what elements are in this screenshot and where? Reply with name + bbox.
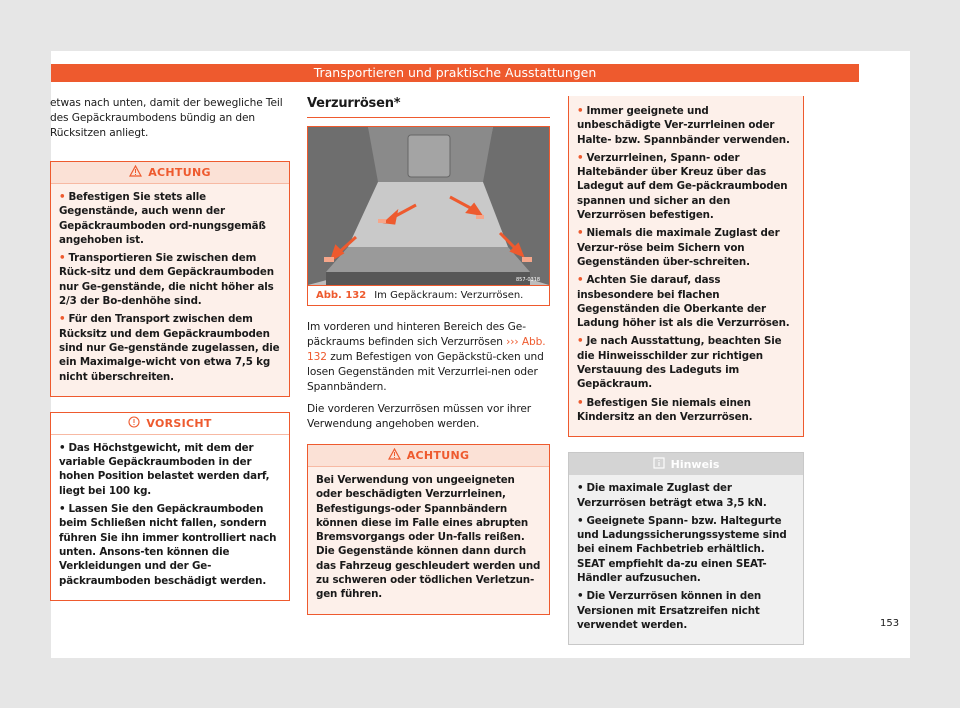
figure-number: Abb. 132 [316,290,367,301]
warning-triangle-icon [388,448,401,463]
warning-box [50,161,290,397]
trunk-image [308,127,549,285]
list-item: • Das Höchstgewicht, mit dem der variable Gepäckraumboden in der hohen Position belastet werden darf, liegt bei 100 kg. [59,441,270,497]
note-box [568,452,804,645]
caution-box [50,412,290,601]
section-title: Verzurrösen* [307,96,550,118]
figure-code: 857-0318 [516,277,541,283]
page-number: 153 [880,618,900,629]
list-item: • Befestigen Sie niemals einen Kindersitz an den Verzurrösen. [577,396,753,423]
note-header [569,453,803,475]
paragraph: Die vorderen Verzurrösen müssen vor ihrer Verwendung angehoben werden. [307,403,532,430]
info-square-icon [653,457,665,472]
list-item: • Die Verzurrösen können in den Versionen mit Ersatzreifen nicht verwendet werden. [577,590,762,631]
column-right [568,96,804,645]
paragraph: Im vorderen und hinteren Bereich des Ge-päckraums befinden sich Verzurrösen ››› Abb. 132 zum Befestigen von Gepäckstü-cken und losen Gegenständen mit Verzurrlei-nen oder Spannbändern. [307,321,546,393]
warning-title: ACHTUNG [148,166,211,179]
warning-title: ACHTUNG [406,449,470,462]
list-item: • Immer geeignete und unbeschädigte Ver-zurrleinen oder Halte- bzw. Spannbänder verwenden. [577,105,790,146]
list-item: • Für den Transport zwischen dem Rücksitz und dem Gepäckraumboden sind nur Ge-genstände zugelassen, die ein Maximalge-wicht von etwa 7,5 kg nicht überschreiten. [59,313,280,383]
chapter-header: Transportieren und praktische Ausstattungen [51,64,859,82]
figure-link[interactable]: ››› Abb. 132 [307,336,546,363]
info-circle-icon [128,416,140,431]
list-item: • Lassen Sie den Gepäckraumboden beim Schließen nicht fallen, sondern führen Sie ihn immer kontrolliert nach unten. Ansons-ten können die Verkleidungen und der Ge-päckraumboden beschädigt werden. [59,503,277,587]
list-item: • Achten Sie darauf, dass insbesondere bei flachen Gegenständen die Oberkante der Ladung höher ist als die Verzurrösen. [577,274,790,330]
column-middle [307,96,550,615]
figure-caption [308,285,549,305]
warning-box-continued [568,96,804,437]
figure [307,126,550,306]
warning-triangle-icon [129,165,142,180]
list-item: • Niemals die maximale Zuglast der Verzur-röse beim Sichern von Gegenständen über-schreiten. [577,227,780,268]
list-item: • Je nach Ausstattung, beachten Sie die Hinweisschilder zur richtigen Verstauung des Ladeguts im Gepäckraum. [577,335,782,391]
warning-header [308,445,549,467]
caution-header [51,413,289,435]
list-item: • Die maximale Zuglast der Verzurrösen beträgt etwa 3,5 kN. [577,482,767,509]
list-item: • Transportieren Sie zwischen dem Rück-sitz und dem Gepäckraumboden nur Ge-genstände, die nicht höher als 2/3 der Bo-denhöhe sind. [59,252,274,308]
list-item: • Verzurrleinen, Spann- oder Haltebänder über Kreuz über das Ladegut auf dem Ge-päckraumboden spannen und sicher an den Verzurrösen befestigen. [577,151,788,222]
list-item: • Befestigen Sie stets alle Gegenstände, auch wenn der Gepäckraumboden ord-nungsgemäß angehoben ist. [59,191,266,246]
warning-header [51,162,289,184]
caution-title: VORSICHT [146,416,212,430]
list-item: • Geeignete Spann- bzw. Haltegurte und Ladungssicherungssysteme sind bei einem Fachbetrieb erhältlich. SEAT empfiehlt da-zu einen SEAT-Händler aufzusuchen. [577,514,787,585]
note-title: Hinweis [670,457,720,471]
figure-caption-text: Im Gepäckraum: Verzurrösen. [374,290,524,301]
column-left [50,96,290,601]
intro-paragraph: etwas nach unten, damit der bewegliche Teil des Gepäckraumbodens bündig an den Rücksitzen anliegt. [50,97,283,139]
warning-box [307,444,550,615]
warning-text: Bei Verwendung von ungeeigneten oder beschädigten Verzurrleinen, Befestigungs-oder Spannbändern können diese im Falle eines abrupten Bremsvorgangs oder Un-falls reißen. Die Gegenstände können dann durch das Fahrzeug geschleudert werden und zu schweren oder tödlichen Verletzun-gen führen. [316,474,541,601]
